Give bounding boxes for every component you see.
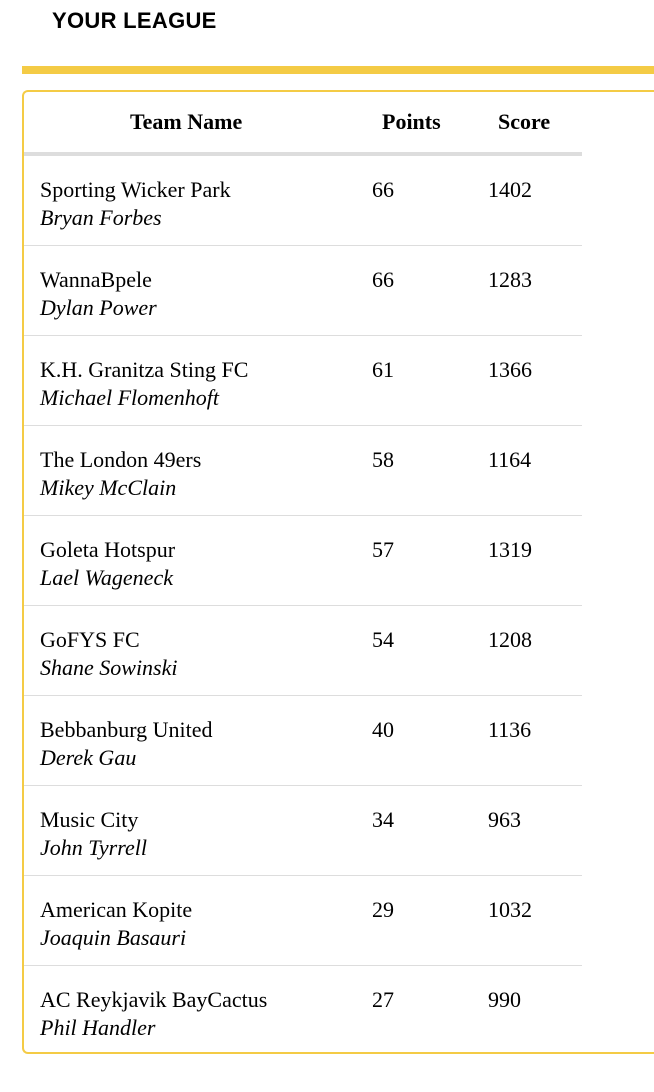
points-cell: 34 [372, 807, 394, 832]
points-cell: 27 [372, 987, 394, 1012]
manager-name: Dylan Power [40, 295, 157, 320]
table-body [24, 156, 582, 1055]
manager-name: Derek Gau [40, 745, 137, 770]
team-cell [40, 986, 267, 1042]
table-row[interactable] [24, 786, 582, 876]
table-row[interactable] [24, 516, 582, 606]
score-cell: 1283 [488, 267, 532, 292]
manager-name: Lael Wageneck [40, 565, 173, 590]
table-row[interactable] [24, 606, 582, 696]
team-name[interactable]: K.H. Granitza Sting FC [40, 357, 249, 382]
score-cell: 1164 [488, 447, 532, 472]
header-points[interactable]: Points [382, 109, 441, 134]
points-cell: 66 [372, 177, 394, 202]
score-cell: 1032 [488, 897, 532, 922]
score-cell: 1319 [488, 537, 532, 562]
table-row[interactable] [24, 336, 582, 426]
team-cell [40, 446, 201, 502]
manager-name: Shane Sowinski [40, 655, 178, 680]
header-team-name[interactable]: Team Name [130, 109, 243, 134]
team-cell [40, 536, 175, 592]
team-name[interactable]: Goleta Hotspur [40, 537, 176, 562]
score-cell: 963 [488, 807, 521, 832]
team-cell [40, 716, 213, 772]
team-name[interactable]: Music City [40, 807, 139, 832]
team-cell [40, 176, 231, 232]
manager-name: Phil Handler [40, 1015, 156, 1040]
manager-name: Joaquin Basauri [40, 925, 187, 950]
team-cell [40, 896, 192, 952]
team-name[interactable]: WannaBpele [40, 267, 152, 292]
points-cell: 61 [372, 357, 394, 382]
points-cell: 54 [372, 627, 394, 652]
points-cell: 58 [372, 447, 394, 472]
points-cell: 29 [372, 897, 394, 922]
team-cell [40, 356, 248, 412]
points-cell: 57 [372, 537, 394, 562]
manager-name: Bryan Forbes [40, 205, 162, 230]
league-table [24, 92, 582, 1055]
score-cell: 990 [488, 987, 521, 1012]
table-row[interactable] [24, 966, 582, 1055]
table-row[interactable] [24, 156, 582, 246]
manager-name: John Tyrrell [40, 835, 147, 860]
table-row[interactable] [24, 246, 582, 336]
team-name[interactable]: Sporting Wicker Park [40, 177, 231, 202]
team-cell [40, 626, 178, 682]
score-cell: 1402 [488, 177, 532, 202]
header-score[interactable]: Score [498, 109, 551, 134]
score-cell: 1208 [488, 627, 532, 652]
team-name[interactable]: GoFYS FC [40, 627, 140, 652]
score-cell: 1366 [488, 357, 532, 382]
league-card [22, 90, 654, 1054]
team-name[interactable]: American Kopite [40, 897, 193, 922]
accent-divider [22, 66, 654, 74]
table-row[interactable] [24, 426, 582, 516]
score-cell: 1136 [488, 717, 532, 742]
points-cell: 40 [372, 717, 394, 742]
manager-name: Michael Flomenhoft [40, 385, 220, 410]
points-cell: 66 [372, 267, 394, 292]
team-name[interactable]: AC Reykjavik BayCactus [40, 987, 268, 1012]
page-title: YOUR LEAGUE [52, 8, 217, 33]
table-row[interactable] [24, 876, 582, 966]
team-name[interactable]: Bebbanburg United [40, 717, 213, 742]
team-cell [40, 266, 157, 322]
manager-name: Mikey McClain [40, 475, 177, 500]
table-header [24, 92, 582, 156]
table-row[interactable] [24, 696, 582, 786]
team-name[interactable]: The London 49ers [40, 447, 202, 472]
team-cell [40, 806, 147, 862]
